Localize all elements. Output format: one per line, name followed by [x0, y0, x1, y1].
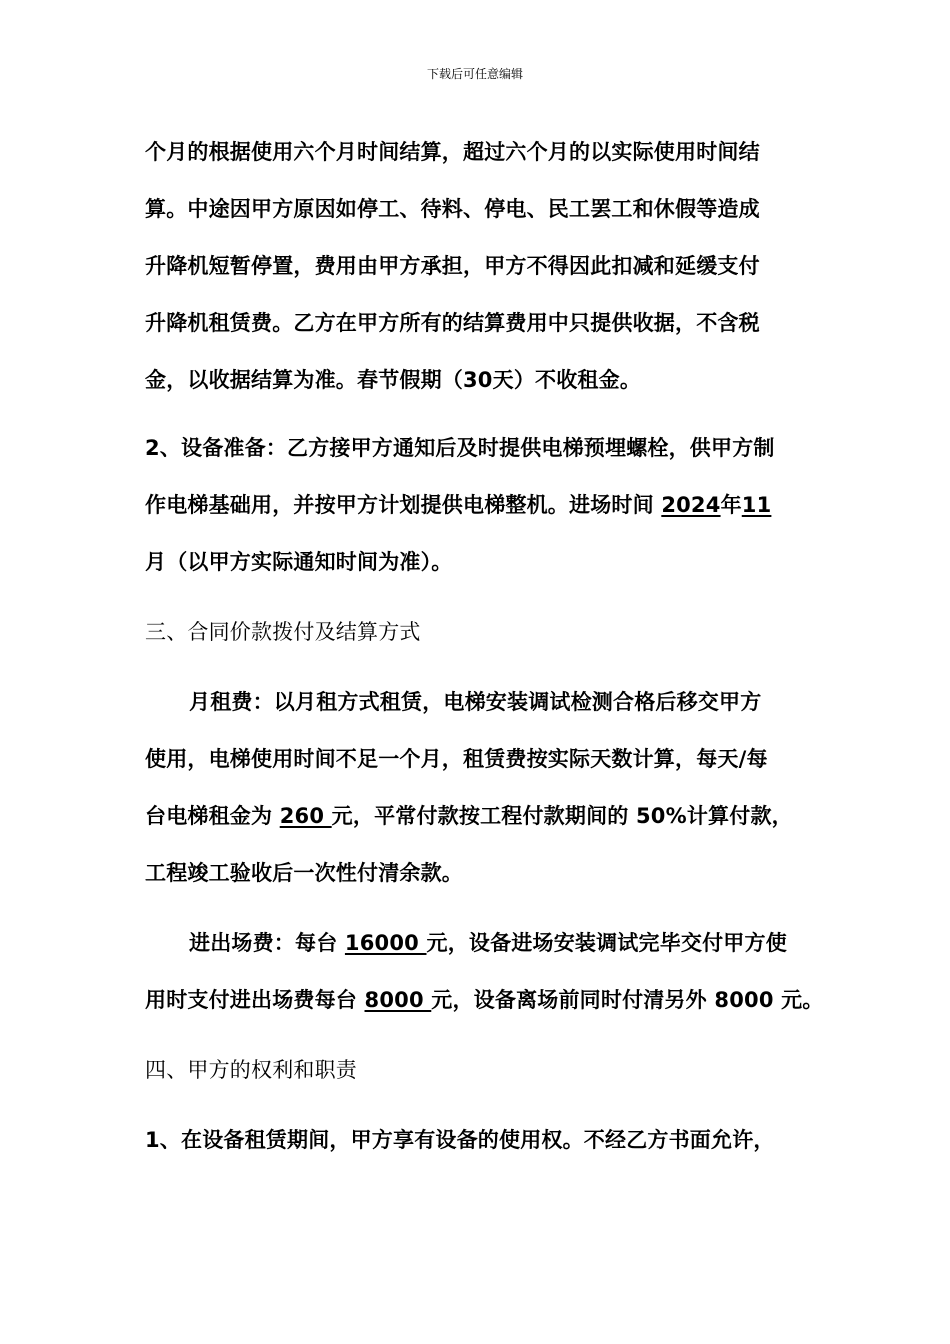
page-header: 下载后可任意编辑 [426, 67, 523, 81]
text-segment: 台电梯租金为 [145, 804, 280, 828]
paragraph-line: 个月的根据使用六个月时间结算，超过六个月的以实际使用时间结 [145, 140, 760, 164]
text-segment: 年 [720, 493, 742, 517]
entry-fee-line [189, 928, 787, 958]
clause-2-line [145, 490, 771, 520]
monthly-rent-line: 月租费：以月租方式租赁，电梯安装调试检测合格后移交甲方 [189, 690, 762, 714]
paragraph-line: 升降机短暂停置，费用由甲方承担，甲方不得因此扣减和延缓支付 [145, 254, 760, 278]
text-segment: 用时支付进出场费每台 [145, 988, 365, 1012]
section-heading-3: 三、合同价款拨付及结算方式 [145, 620, 421, 644]
entry-fee-line [145, 985, 824, 1015]
paragraph-line: 金，以收据结算为准。春节假期（30天）不收租金。 [145, 368, 642, 392]
text-segment: 元，设备进场安装调试完毕交付甲方使 [426, 931, 787, 955]
monthly-rent-line: 使用，电梯使用时间不足一个月，租赁费按实际天数计算，每天/每 [145, 747, 768, 771]
clause-1-line: 1、在设备租赁期间，甲方享有设备的使用权。不经乙方书面允许， [145, 1128, 775, 1152]
daily-rent-value: 260 [279, 804, 332, 828]
monthly-rent-line: 工程竣工验收后一次性付清余款。 [145, 861, 463, 885]
paragraph-line: 算。中途因甲方原因如停工、待料、停电、民工罢工和休假等造成 [145, 197, 760, 221]
entry-fee-installment: 8000 [364, 988, 432, 1012]
text-segment: 作电梯基础用，并按甲方计划提供电梯整机。进场时间 [145, 493, 662, 517]
monthly-rent-line [145, 801, 793, 831]
paragraph-line: 升降机租赁费。乙方在甲方所有的结算费用中只提供收据，不含税 [145, 311, 760, 335]
entry-year: 2024 [661, 493, 721, 517]
entry-fee-value: 16000 [344, 931, 427, 955]
clause-2-line: 月（以甲方实际通知时间为准）。 [145, 550, 453, 574]
clause-2-line: 2、设备准备：乙方接甲方通知后及时提供电梯预埋螺栓，供甲方制 [145, 436, 775, 460]
text-segment: 元，设备离场前同时付清另外 8000 元。 [431, 988, 824, 1012]
section-heading-4: 四、甲方的权利和职责 [145, 1058, 357, 1082]
text-segment: 进出场费：每台 [189, 931, 345, 955]
entry-month: 11 [741, 493, 772, 517]
text-segment: 元，平常付款按工程付款期间的 50%计算付款， [331, 804, 793, 828]
